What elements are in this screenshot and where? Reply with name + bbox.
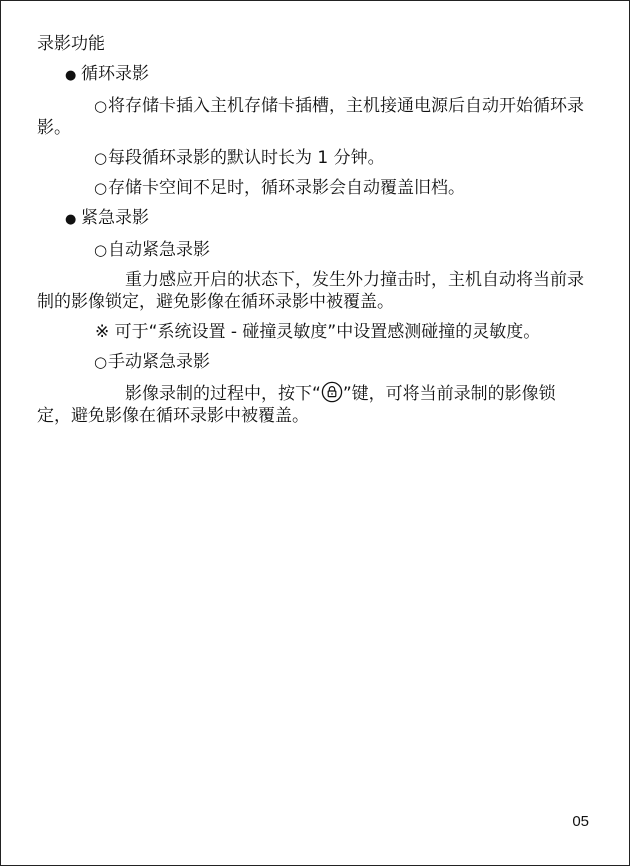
loop-item: [37, 177, 585, 199]
page-number: 05: [572, 813, 589, 830]
auto-emergency-title-text: 自动紧急录影: [108, 240, 210, 260]
circle-bullet-icon: ○: [94, 353, 108, 371]
manual-emergency-title: [37, 351, 585, 373]
lock-icon: [321, 381, 343, 403]
bullet-emergency-recording: [37, 207, 585, 231]
auto-emergency-body: 重力感应开启的状态下，发生外力撞击时，主机自动将当前录制的影像锁定，避免影像在循环录影中被覆盖。: [37, 270, 584, 312]
loop-item-text: 存储卡空间不足时，循环录影会自动覆盖旧档。: [108, 178, 465, 198]
manual-emergency-title-text: 手动紧急录影: [108, 352, 210, 372]
page-content: [37, 33, 585, 435]
loop-recording-title: 循环录影: [81, 64, 149, 84]
manual-body-before: 影像录制的过程中，按下“: [125, 384, 321, 404]
manual-emergency-body: [37, 381, 585, 427]
circle-bullet-icon: ○: [94, 241, 108, 259]
bullet-loop-recording: [37, 63, 585, 87]
auto-emergency-title: [37, 239, 585, 261]
loop-item: [37, 147, 585, 169]
emergency-recording-title: 紧急录影: [81, 208, 149, 228]
loop-item: [37, 95, 585, 139]
sensitivity-note: ※ 可于“系统设置 - 碰撞灵敏度”中设置感测碰撞的灵敏度。: [95, 322, 541, 342]
bullet-dot-icon: ●: [65, 68, 77, 83]
loop-item-text: 将存储卡插入主机存储卡插槽，主机接通电源后自动开始循环录影。: [37, 96, 584, 138]
manual-body-after: ”键，可将当前录制的影像锁定，避免影像在循环录影中被覆盖。: [37, 384, 556, 426]
bullet-dot-icon: ●: [65, 212, 77, 227]
circle-bullet-icon: ○: [94, 179, 108, 197]
circle-bullet-icon: ○: [94, 97, 108, 115]
loop-item-text: 每段循环录影的默认时长为 1 分钟。: [108, 148, 385, 168]
circle-bullet-icon: ○: [94, 149, 108, 167]
section-title: 录影功能: [37, 34, 105, 54]
